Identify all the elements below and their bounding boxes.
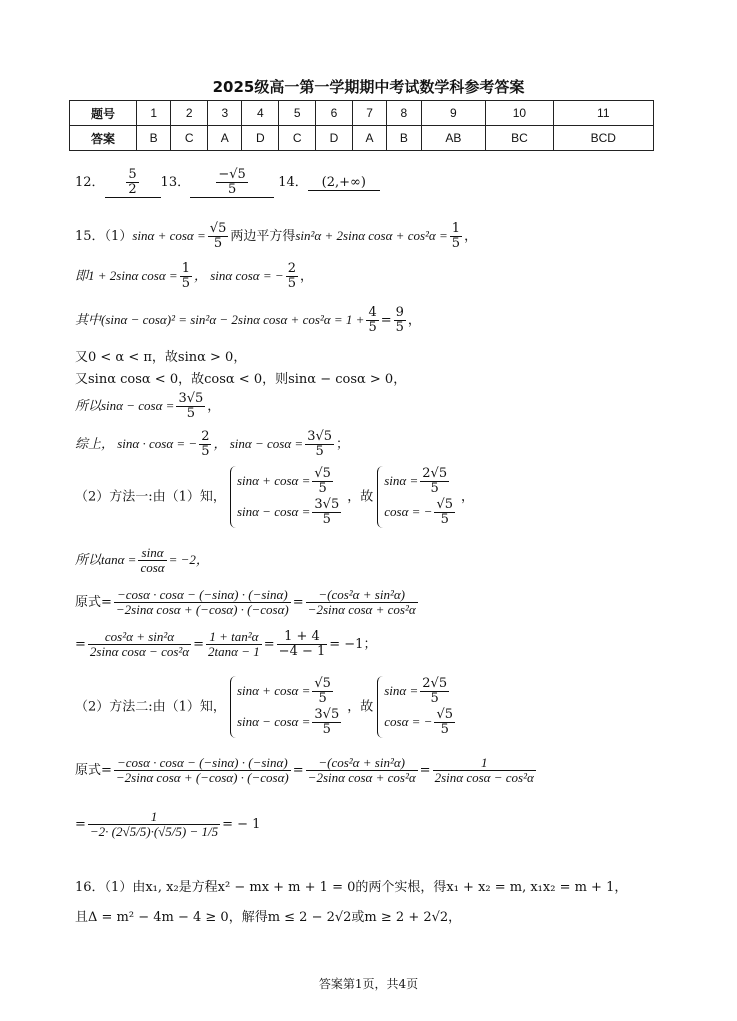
numerator: 3√5 bbox=[307, 429, 333, 444]
table-cell: 11 bbox=[553, 101, 653, 126]
fraction bbox=[312, 467, 333, 496]
table-cell: D bbox=[242, 126, 279, 151]
table-cell: D bbox=[316, 126, 353, 151]
punct: ， bbox=[461, 489, 475, 505]
table-cell: 8 bbox=[387, 101, 421, 126]
fraction bbox=[305, 430, 334, 459]
numerator: 5 bbox=[128, 167, 137, 182]
q13-label: 13． bbox=[160, 175, 191, 190]
denominator: 2sinα cosα − cos²α bbox=[89, 644, 190, 659]
numerator: 9 bbox=[395, 305, 404, 320]
q15-line-5: 又sinα cosα < 0，故cosα < 0，则sinα − cosα > 0， bbox=[75, 372, 407, 387]
denominator: −2· (2√5/5)·(√5/5) − 1/5 bbox=[89, 824, 219, 839]
fraction bbox=[312, 498, 341, 527]
math: sinα + cosα = bbox=[236, 683, 311, 698]
fraction bbox=[306, 756, 418, 785]
numerator: 2 bbox=[287, 261, 296, 276]
equation-system bbox=[230, 466, 343, 528]
table-cell: AB bbox=[421, 126, 486, 151]
math: 所以tanα = bbox=[75, 552, 137, 567]
fraction bbox=[88, 630, 191, 659]
table-cell: 2 bbox=[171, 101, 208, 126]
q15-line-7 bbox=[75, 430, 349, 459]
q16-line-1: 16．（1）由x₁, x₂是方程x² − mx + m + 1 = 0的两个实根，得x₁ + x₂ = m, x₁x₂ = m + 1， bbox=[75, 880, 628, 895]
final-result: = − 1 bbox=[222, 817, 261, 832]
q13-blank bbox=[190, 168, 274, 198]
fraction bbox=[199, 430, 211, 459]
fill-in-line bbox=[75, 168, 380, 198]
step-result: = −1； bbox=[329, 637, 377, 652]
fraction bbox=[180, 262, 192, 291]
math: sin²α + 2sinα cosα + cos²α = bbox=[295, 228, 448, 243]
numerator: 4 bbox=[368, 305, 377, 320]
punct: ， bbox=[464, 229, 478, 244]
denominator: 5 bbox=[201, 444, 210, 459]
numerator: −(cos²α + sin²α) bbox=[306, 756, 418, 771]
numerator: 1 bbox=[88, 810, 220, 825]
punct: ， bbox=[207, 399, 221, 414]
fraction bbox=[394, 306, 406, 335]
q15-line-1 bbox=[75, 222, 477, 251]
table-cell: BC bbox=[486, 126, 553, 151]
text: 两边平方得 bbox=[230, 229, 296, 244]
fraction bbox=[312, 677, 333, 706]
method2-system bbox=[75, 676, 461, 738]
math: ， sinα cosα = − bbox=[193, 268, 284, 283]
math: = −2， bbox=[168, 552, 209, 567]
fraction bbox=[420, 677, 449, 706]
q15-line-4: 又0 < α < π，故sinα > 0， bbox=[75, 350, 247, 365]
denominator: −2sinα cosα + cos²α bbox=[307, 770, 416, 785]
fraction bbox=[138, 546, 166, 575]
equals: = bbox=[419, 763, 431, 778]
numerator: 2√5 bbox=[422, 676, 448, 691]
numerator: 3√5 bbox=[178, 391, 204, 406]
q15-line-3 bbox=[75, 306, 421, 335]
punct: ， bbox=[407, 313, 421, 328]
fraction bbox=[434, 498, 455, 527]
method1-prefix: （2）方法一:由（1）知， bbox=[75, 489, 226, 505]
math: sinα + cosα = bbox=[132, 228, 206, 243]
denominator: 5 bbox=[186, 406, 195, 421]
numerator: 1 bbox=[451, 221, 461, 236]
denominator: −2sinα cosα + cos²α bbox=[307, 602, 416, 617]
fraction bbox=[450, 222, 462, 251]
numerator: 1 bbox=[181, 261, 190, 276]
equals: = bbox=[75, 817, 86, 832]
denominator: 5 bbox=[315, 444, 324, 459]
denominator: 5 bbox=[322, 512, 331, 527]
denominator: 5 bbox=[181, 276, 190, 291]
numerator: √5 bbox=[209, 221, 227, 236]
fraction bbox=[206, 630, 262, 659]
numerator: −cosα · cosα − (−sinα) · (−sinα) bbox=[114, 588, 291, 603]
answer-table bbox=[69, 100, 654, 151]
fraction bbox=[176, 392, 205, 421]
equation-system bbox=[377, 676, 457, 738]
fraction bbox=[434, 708, 455, 737]
denominator: 2sinα cosα − cos²α bbox=[434, 770, 534, 785]
numerator: 1 + 4 bbox=[277, 630, 328, 645]
denominator: −2sinα cosα + (−cosα) · (−cosα) bbox=[115, 770, 289, 785]
fraction bbox=[312, 708, 341, 737]
q12-fraction bbox=[126, 168, 138, 197]
table-cell: B bbox=[137, 126, 171, 151]
q12-blank bbox=[105, 168, 161, 198]
equals: = bbox=[380, 313, 392, 328]
tan-line bbox=[75, 546, 209, 575]
q13-fraction bbox=[216, 168, 247, 197]
method1-system bbox=[75, 466, 474, 528]
numerator: 1 bbox=[433, 756, 536, 771]
q15-line-6 bbox=[75, 392, 220, 421]
method2-prefix: （2）方法二:由（1）知， bbox=[75, 699, 226, 715]
numerator: 3√5 bbox=[314, 707, 340, 722]
numerator: √5 bbox=[436, 497, 453, 512]
equals: = bbox=[292, 595, 304, 610]
fraction bbox=[277, 630, 328, 659]
table-cell: 1 bbox=[137, 101, 171, 126]
numerator: √5 bbox=[314, 676, 331, 691]
denominator: 5 bbox=[440, 512, 449, 527]
table-cell: 7 bbox=[352, 101, 386, 126]
math: 即1 + 2sinα cosα = bbox=[75, 268, 178, 283]
table-header: 答案 bbox=[70, 126, 137, 151]
numerator: −√5 bbox=[218, 167, 246, 182]
math: ， sinα − cosα = bbox=[213, 436, 304, 451]
denominator: −2sinα cosα + (−cosα) · (−cosα) bbox=[115, 602, 289, 617]
punct: ， bbox=[299, 269, 313, 284]
denominator: 5 bbox=[430, 481, 439, 496]
denominator: 5 bbox=[395, 320, 404, 335]
fraction bbox=[114, 588, 291, 617]
fraction bbox=[208, 222, 229, 251]
numerator: 2 bbox=[201, 429, 210, 444]
numerator: −cosα · cosα − (−sinα) · (−sinα) bbox=[114, 756, 291, 771]
denominator: 5 bbox=[213, 236, 223, 251]
denominator: 5 bbox=[318, 691, 327, 706]
table-header: 题号 bbox=[70, 101, 137, 126]
denominator: 5 bbox=[430, 691, 439, 706]
fraction bbox=[114, 756, 291, 785]
table-cell: A bbox=[352, 126, 386, 151]
math: sinα = bbox=[384, 473, 419, 488]
math: cosα = − bbox=[384, 714, 433, 729]
denominator: 5 bbox=[368, 320, 377, 335]
denominator: 5 bbox=[451, 236, 461, 251]
fraction bbox=[286, 262, 298, 291]
math: 综上， sinα · cosα = − bbox=[75, 436, 198, 451]
expr-prefix: 原式= bbox=[75, 595, 112, 610]
table-cell: C bbox=[171, 126, 208, 151]
q16-line-2: 且Δ = m² − 4m − 4 ≥ 0，解得m ≤ 2 − 2√2或m ≥ 2 + 2√2， bbox=[75, 910, 462, 925]
numerator: 3√5 bbox=[314, 497, 340, 512]
numerator: 1 + tan²α bbox=[206, 630, 262, 645]
q15-prefix: 15．（1） bbox=[75, 229, 133, 244]
table-cell: 3 bbox=[208, 101, 242, 126]
denominator: cosα bbox=[140, 560, 165, 575]
fraction bbox=[366, 306, 378, 335]
denominator: −4 − 1 bbox=[278, 644, 326, 659]
math: sinα = bbox=[384, 683, 419, 698]
math: 其中(sinα − cosα)² = sin²α − 2sinα cosα + cos²α = 1 + bbox=[75, 312, 365, 327]
expr-line-3 bbox=[75, 756, 538, 785]
numerator: −(cos²α + sin²α) bbox=[306, 588, 418, 603]
fraction bbox=[433, 756, 536, 785]
denominator: 5 bbox=[287, 276, 296, 291]
text: ，故 bbox=[347, 699, 374, 715]
q15-line-2 bbox=[75, 262, 313, 291]
math: 所以sinα − cosα = bbox=[75, 398, 175, 413]
table-cell: BCD bbox=[553, 126, 653, 151]
table-cell: 10 bbox=[486, 101, 553, 126]
q14-answer: (2,+∞) bbox=[308, 175, 380, 191]
math: sinα − cosα = bbox=[236, 504, 311, 519]
fraction bbox=[88, 810, 220, 839]
fraction bbox=[306, 588, 418, 617]
table-cell: 5 bbox=[279, 101, 316, 126]
table-cell: 6 bbox=[316, 101, 353, 126]
numerator: sinα bbox=[138, 546, 166, 561]
equals: = bbox=[292, 763, 304, 778]
equals: = bbox=[75, 637, 86, 652]
expr-prefix: 原式= bbox=[75, 763, 112, 778]
numerator: cos²α + sin²α bbox=[88, 630, 191, 645]
fraction bbox=[420, 467, 449, 496]
denominator: 5 bbox=[322, 722, 331, 737]
table-cell: 9 bbox=[421, 101, 486, 126]
table-row bbox=[70, 126, 654, 151]
table-cell: B bbox=[387, 126, 421, 151]
math: sinα − cosα = bbox=[236, 714, 311, 729]
equals: = bbox=[263, 637, 275, 652]
table-cell: 4 bbox=[242, 101, 279, 126]
punct: ； bbox=[336, 437, 350, 452]
denominator: 5 bbox=[318, 481, 327, 496]
denominator: 2tanα − 1 bbox=[208, 644, 260, 659]
page-footer: 答案第1页，共4页 bbox=[318, 977, 419, 991]
equation-system bbox=[230, 676, 343, 738]
expr-line-1 bbox=[75, 588, 420, 617]
equation-system bbox=[377, 466, 457, 528]
page-title: 2025级高一第一学期期中考试数学科参考答案 bbox=[212, 78, 525, 96]
denominator: 5 bbox=[440, 722, 449, 737]
table-cell: A bbox=[208, 126, 242, 151]
text: ，故 bbox=[347, 489, 374, 505]
math: cosα = − bbox=[384, 504, 433, 519]
math: sinα + cosα = bbox=[236, 473, 311, 488]
numerator: 2√5 bbox=[422, 466, 448, 481]
table-row bbox=[70, 101, 654, 126]
numerator: √5 bbox=[314, 466, 331, 481]
q14-label: 14． bbox=[278, 175, 308, 190]
numerator: √5 bbox=[436, 707, 453, 722]
expr-line-2 bbox=[75, 630, 376, 659]
q12-label: 12． bbox=[75, 175, 105, 190]
denominator: 5 bbox=[227, 182, 237, 197]
denominator: 2 bbox=[128, 182, 137, 197]
equals: = bbox=[193, 637, 205, 652]
table-cell: C bbox=[279, 126, 316, 151]
expr-line-4 bbox=[75, 810, 260, 839]
